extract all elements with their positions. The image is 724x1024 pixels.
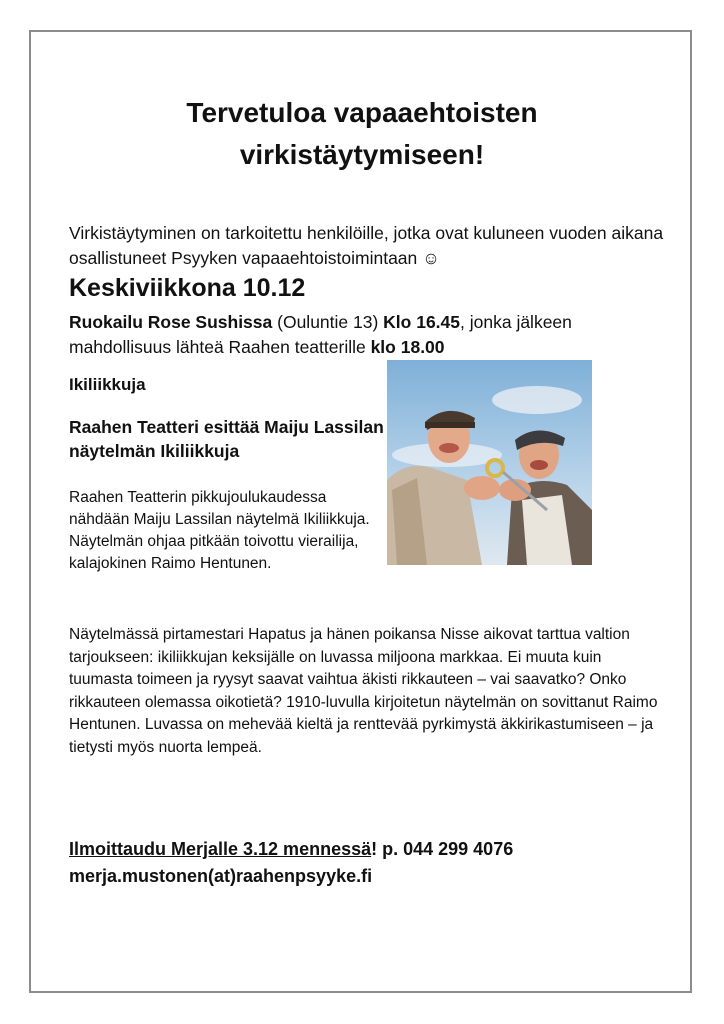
event-date: Keskiviikkona 10.12 [69, 274, 306, 302]
signup-info [69, 836, 669, 890]
signup-line [69, 836, 669, 863]
title-line-1: Tervetuloa vapaaehtoisten [186, 97, 538, 128]
play-paragraph-1: Raahen Teatterin pikkujoulukaudessa nähdään Maiju Lassilan näytelmä Ikiliikkuja. Näytelmän ohjaa pitkään toivottu vierailija, kalajokinen Raimo Hentunen. [69, 489, 370, 572]
play-photo [387, 360, 592, 565]
dinner-time: Klo 16.45 [383, 312, 461, 332]
dinner-place: Ruokailu Rose Sushissa [69, 312, 273, 332]
theater-time: klo 18.00 [370, 337, 445, 357]
intro-text: Virkistäytyminen on tarkoitettu henkilöille, jotka ovat kuluneen vuoden aikana osallistuneet Psyyken vapaaehtoistoimintaan ☺ [69, 223, 664, 268]
signup-phone: ! p. 044 299 4076 [371, 839, 514, 859]
page-title [0, 92, 724, 176]
actors-photo-illustration [387, 360, 592, 565]
play-subtitle: Raahen Teatteri esittää Maiju Lassilan näytelmän Ikiliikkuja [69, 417, 384, 461]
signup-email: merja.mustonen(at)raahenpsyyke.fi [69, 866, 373, 886]
dinner-middle-text: , jonka jälkeen mahdollisuus lähteä Raahen teatterille [69, 312, 572, 357]
play-name: Ikiliikkuja [69, 375, 146, 394]
dinner-address: (Ouluntie 13) [272, 312, 384, 332]
dinner-info [69, 310, 669, 360]
title-line-2: virkistäytymiseen! [239, 139, 485, 170]
play-paragraph-2: Näytelmässä pirtamestari Hapatus ja hänen poikansa Nisse aikovat tarttua valtion tarjoukseen: ikiliikkujan keksijälle on luvassa miljoona markkaa. Ei muuta kuin tuumasta toimeen ja ryysyt saavat vaihtua äkisti rikkauteen – vai saavatko? Onko rikkauteen olemassa oikotietä? 1910-luvulla kirjoitetun näytelmän on sovittanut Raimo Hentunen. Luvassa on mehevää kieltä ja renttevää pyrkimystä äkkirikastumiseen – ja tietysti myös nuorta lempeä. [69, 626, 658, 756]
signup-deadline: Ilmoittaudu Merjalle 3.12 mennessä [69, 839, 372, 859]
